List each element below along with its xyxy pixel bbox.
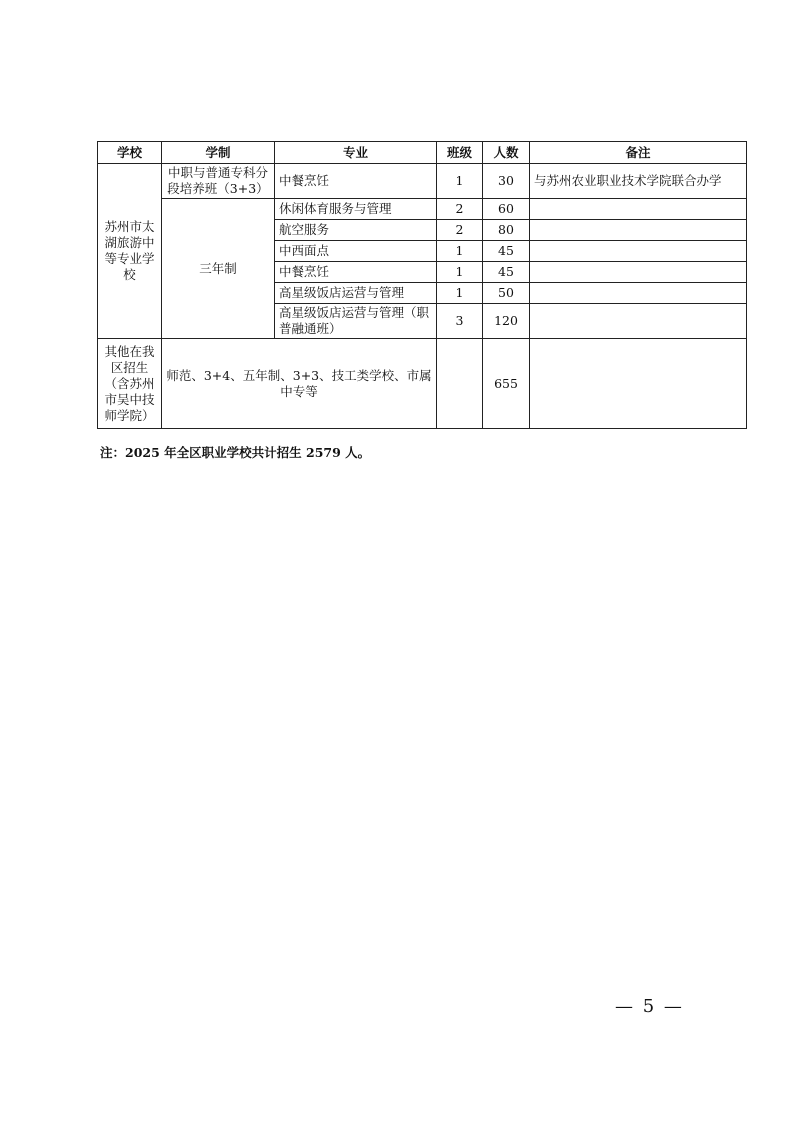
- table-row: [98, 199, 747, 220]
- major-cell: 高星级饭店运营与管理（职普融通班）: [275, 304, 437, 339]
- note-cell: [530, 241, 747, 262]
- major-cell: 中餐烹饪: [275, 262, 437, 283]
- note-cell: [530, 283, 747, 304]
- students-cell: 120: [483, 304, 530, 339]
- school-cell: 苏州市太湖旅游中等专业学校: [98, 164, 162, 339]
- note-cell: [530, 220, 747, 241]
- students-cell: 45: [483, 241, 530, 262]
- system-cell: 中职与普通专科分段培养班（3+3）: [162, 164, 275, 199]
- header-system: 学制: [162, 142, 275, 164]
- note-cell: [530, 199, 747, 220]
- classes-cell: 1: [437, 241, 483, 262]
- enrollment-table: [97, 141, 747, 429]
- header-classes: 班级: [437, 142, 483, 164]
- students-cell: 655: [483, 339, 530, 429]
- note-cell: [530, 304, 747, 339]
- table-row: [98, 164, 747, 199]
- major-cell: 航空服务: [275, 220, 437, 241]
- note-cell: [530, 262, 747, 283]
- note-cell: [530, 339, 747, 429]
- classes-cell: 3: [437, 304, 483, 339]
- page-number: — 5 —: [615, 996, 684, 1017]
- header-school: 学校: [98, 142, 162, 164]
- major-cell: 中餐烹饪: [275, 164, 437, 199]
- students-cell: 45: [483, 262, 530, 283]
- table-header-row: [98, 142, 747, 164]
- major-cell: 中西面点: [275, 241, 437, 262]
- note-cell: 与苏州农业职业技术学院联合办学: [530, 164, 747, 199]
- table-row: [98, 339, 747, 429]
- classes-cell: 1: [437, 283, 483, 304]
- header-note: 备注: [530, 142, 747, 164]
- school-cell: 其他在我区招生（含苏州市吴中技师学院）: [98, 339, 162, 429]
- system-cell: 三年制: [162, 199, 275, 339]
- classes-cell: 1: [437, 164, 483, 199]
- classes-cell: 2: [437, 199, 483, 220]
- footnote: 注：2025 年全区职业学校共计招生 2579 人。: [100, 445, 371, 460]
- header-students: 人数: [483, 142, 530, 164]
- major-cell: 休闲体育服务与管理: [275, 199, 437, 220]
- classes-cell: [437, 339, 483, 429]
- classes-cell: 1: [437, 262, 483, 283]
- students-cell: 50: [483, 283, 530, 304]
- header-major: 专业: [275, 142, 437, 164]
- students-cell: 80: [483, 220, 530, 241]
- major-cell: 高星级饭店运营与管理: [275, 283, 437, 304]
- students-cell: 30: [483, 164, 530, 199]
- classes-cell: 2: [437, 220, 483, 241]
- system-major-cell: 师范、3+4、五年制、3+3、技工类学校、市属中专等: [162, 339, 437, 429]
- students-cell: 60: [483, 199, 530, 220]
